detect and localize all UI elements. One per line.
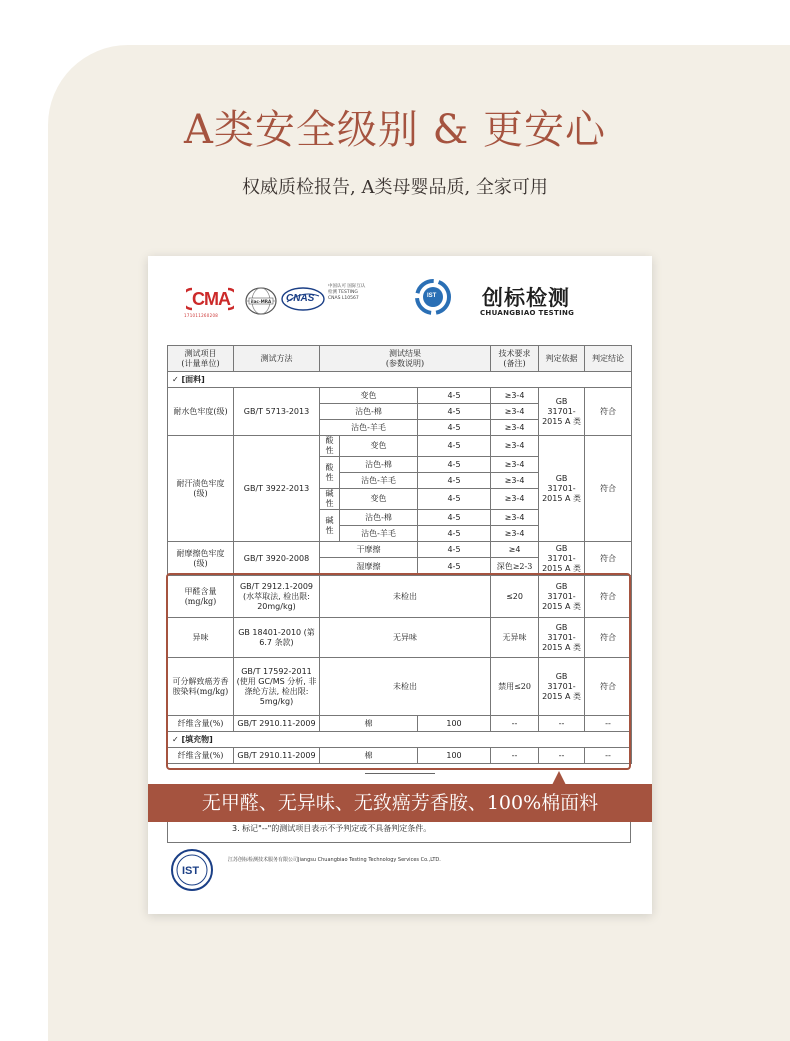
cell-conclusion: 符合 [585,542,632,576]
cell-label: 变色 [340,489,418,510]
cell-value: 4-5 [418,436,491,457]
cell-requirement: ≥3-4 [491,457,539,473]
header-conclusion: 判定结论 [585,346,632,372]
cell-result: 未检出 [320,658,491,716]
cell-alkali: 碱性 [320,510,340,542]
cell-value: 100 [418,716,491,732]
cell-item: 可分解致癌芳香胺染料(mg/kg) [168,658,234,716]
cell-conclusion: -- [585,716,632,732]
table-row [168,436,632,457]
brand-name-en: CHUANGBIAO TESTING [480,309,575,317]
table-row [168,388,632,404]
cell-value: 4-5 [418,526,491,542]
header-requirement: 技术要求 (备注) [491,346,539,372]
cell-requirement: ≤20 [491,576,539,618]
cell-basis: -- [539,716,585,732]
cell-conclusion: 符合 [585,436,632,542]
cell-item: 耐汗渍色牢度(级) [168,436,234,542]
cnas-text: 中国认可 国际互认 检测 TESTING CNAS L10567 [328,284,366,301]
section-filling: ✓ [填充物] [168,732,632,748]
cell-value: 4-5 [418,489,491,510]
cell-conclusion: 符合 [585,618,632,658]
cell-value: 4-5 [418,457,491,473]
cell-label: 棉 [320,748,418,764]
cell-requirement: 禁用≤20 [491,658,539,716]
cell-value: 4-5 [418,510,491,526]
highlight-frame [166,573,631,770]
cell-label: 干摩擦 [320,542,418,558]
footer-company: 江苏创标检测技术服务有限公司Jiangsu Chuangbiao Testing Technology Services Co.,LTD. [228,857,441,863]
header-result: 测试结果 (参数说明) [320,346,491,372]
cell-conclusion: 符合 [585,388,632,436]
cell-label: 沾色-羊毛 [340,473,418,489]
cell-method: GB/T 2910.11-2009 [234,748,320,764]
table-header-row [168,346,632,372]
footer-logo-text: IST [182,865,200,877]
cell-label: 棉 [320,716,418,732]
cell-basis: GB 31701-2015 A 类 [539,658,585,716]
cell-requirement: ≥4 [491,542,539,558]
note-3: 3. 标记"--"的测试项目表示不予判定或不具备判定条件。 [232,824,432,833]
cell-requirement: ≥3-4 [491,526,539,542]
cell-basis: -- [539,748,585,764]
cell-requirement: -- [491,716,539,732]
cell-acid: 酸性 [320,436,340,457]
brand-name-cn: 创标检测 [482,285,570,310]
cell-requirement: 无异味 [491,618,539,658]
cell-method: GB 18401-2010 (第 6.7 条款) [234,618,320,658]
section-fabric: ✓ [面料] [168,372,632,388]
cell-label: 变色 [320,388,418,404]
cnas-label: CNAS [286,293,315,304]
cell-basis: GB 31701-2015 A 类 [539,436,585,542]
signature-line [365,773,435,774]
cell-value: 4-5 [418,388,491,404]
cell-basis: GB 31701-2015 A 类 [539,618,585,658]
cell-requirement: ≥3-4 [491,436,539,457]
cell-alkali: 碱性 [320,489,340,510]
cell-requirement: ≥3-4 [491,473,539,489]
feature-banner: 无甲醛、无异味、无致癌芳香胺、100%棉面料 [148,784,652,822]
cell-label: 沾色-羊毛 [320,420,418,436]
svg-text:ilac-MRA: ilac-MRA [250,298,272,304]
cell-result: 无异味 [320,618,491,658]
table-row [168,542,632,558]
cell-method: GB/T 3922-2013 [234,436,320,542]
cell-label: 沾色-棉 [320,404,418,420]
cell-conclusion: 符合 [585,658,632,716]
header-basis: 判定依据 [539,346,585,372]
cell-label: 沾色-棉 [340,510,418,526]
cell-label: 变色 [340,436,418,457]
cell-requirement: ≥3-4 [491,420,539,436]
cell-requirement: ≥3-4 [491,388,539,404]
cell-value: 4-5 [418,420,491,436]
cell-value: 4-5 [418,404,491,420]
cell-requirement: -- [491,748,539,764]
cell-requirement: ≥3-4 [491,404,539,420]
hero-title: A类安全级别 & 更安心 [184,107,606,153]
cell-method: GB/T 3920-2008 [234,542,320,576]
cell-value: 4-5 [418,473,491,489]
hero-subtitle: 权威质检报告, A类母婴品质, 全家可用 [242,177,548,198]
highlight-pointer-icon [552,771,566,785]
cell-method: GB/T 17592-2011 (使用 GC/MS 分析, 非涤纶方法, 检出限: 5mg/kg) [234,658,320,716]
ilac-mra-icon [244,286,278,316]
cell-basis: GB 31701-2015 A 类 [539,388,585,436]
cell-conclusion: 符合 [585,576,632,618]
cell-method: GB/T 2910.11-2009 [234,716,320,732]
cell-item: 异味 [168,618,234,658]
cell-value: 4-5 [418,558,491,576]
cell-basis: GB 31701-2015 A 类 [539,576,585,618]
cell-basis: GB 31701-2015 A 类 [539,542,585,576]
cell-label: 沾色-羊毛 [340,526,418,542]
cell-label: 湿摩擦 [320,558,418,576]
section-row [168,372,632,388]
cell-result: 未检出 [320,576,491,618]
report-notes [232,822,626,835]
cell-item: 耐摩擦色牢度(级) [168,542,234,576]
cell-acid: 酸性 [320,457,340,489]
cell-requirement: ≥3-4 [491,489,539,510]
header-method: 测试方法 [234,346,320,372]
cell-conclusion: -- [585,748,632,764]
cell-item: 纤维含量(%) [168,716,234,732]
cma-label: CMA [192,289,230,309]
cell-method: GB/T 2912.1-2009 (水萃取法, 检出限: 20mg/kg) [234,576,320,618]
header-item: 测试项目 (计量单位) [168,346,234,372]
report-header [148,256,652,336]
cell-label: 沾色-棉 [340,457,418,473]
cell-value: 100 [418,748,491,764]
cell-item: 耐水色牢度(级) [168,388,234,436]
ist-logo-text: IST [427,293,437,299]
cell-item: 甲醛含量(mg/kg) [168,576,234,618]
cell-value: 4-5 [418,542,491,558]
cell-method: GB/T 5713-2013 [234,388,320,436]
cma-number: 171011260208 [184,313,219,318]
cell-requirement: 深色≥2-3 [491,558,539,576]
cell-requirement: ≥3-4 [491,510,539,526]
cell-item: 纤维含量(%) [168,748,234,764]
